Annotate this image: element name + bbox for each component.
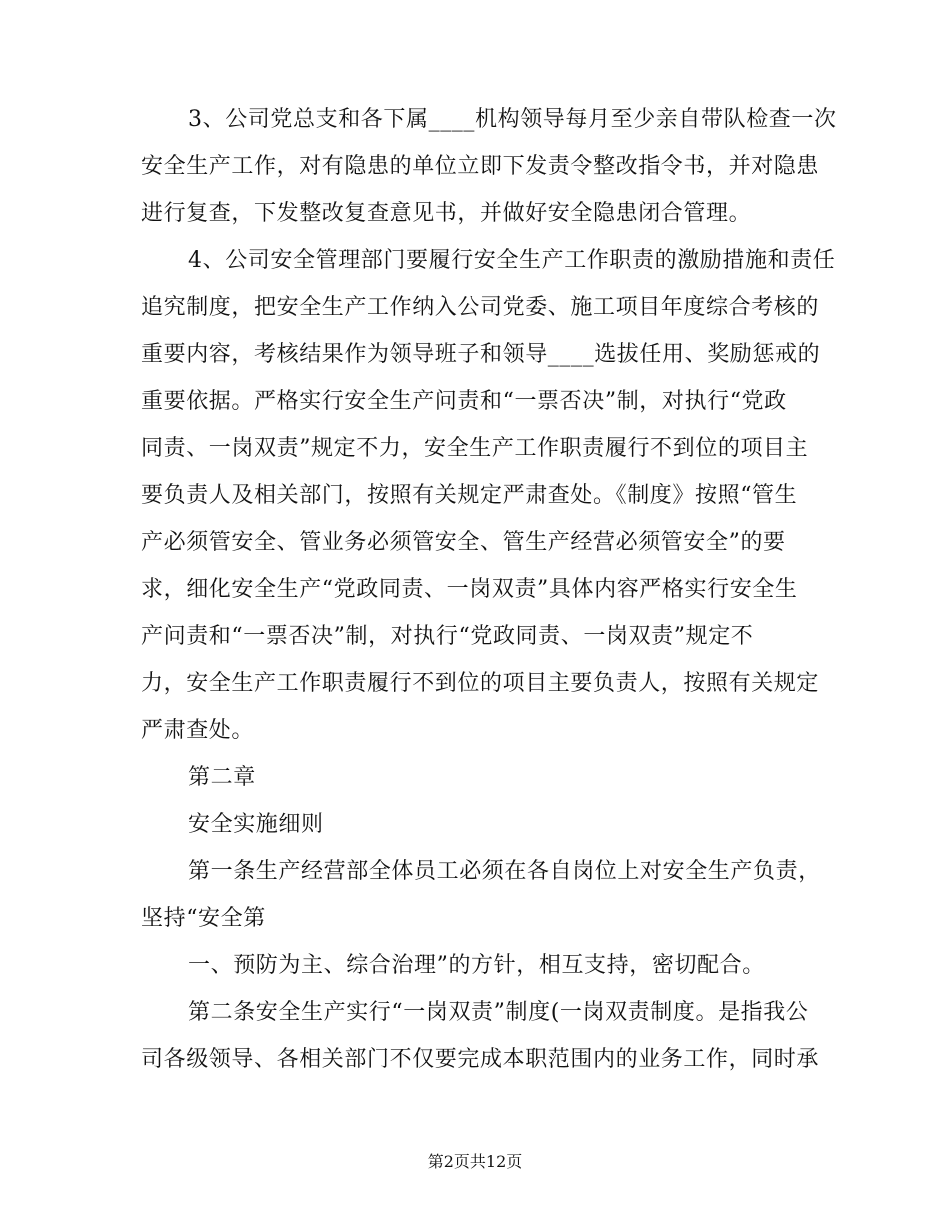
text-line: 要负责人及相关部门，按照有关规定严肃查处。《制度》按照“管生 — [141, 483, 798, 508]
text-line: 第一条生产经营部全体员工必须在各自岗位上对安全生产负责， — [188, 859, 821, 884]
text-line: 4、公司安全管理部门要履行安全生产工作职责的激励措施和责任 — [188, 248, 836, 273]
text-line: 进行复查，下发整改复查意见书，并做好安全隐患闭合管理。 — [141, 201, 752, 226]
text-line: 3、公司党总支和各下属____机构领导每月至少亲自带队检查一次 — [188, 107, 837, 132]
text-line: 严肃查处。 — [141, 718, 255, 743]
section-heading: 安全实施细则 — [188, 812, 324, 837]
text-line: 一、预防为主、综合治理”的方针，相互支持，密切配合。 — [188, 953, 765, 978]
text-line: 力，安全生产工作职责履行不到位的项目主要负责人，按照有关规定 — [141, 671, 820, 696]
text-line: 坚持“安全第 — [141, 906, 266, 931]
text-line: 安全生产工作，对有隐患的单位立即下发责令整改指令书，并对隐患 — [141, 154, 820, 179]
text-line: 司各级领导、各相关部门不仅要完成本职范围内的业务工作，同时承 — [141, 1047, 820, 1072]
text-line: 产必须管安全、管业务必须管安全、管生产经营必须管安全”的要 — [141, 530, 786, 555]
text-line: 重要依据。严格实行安全生产问责和“一票否决”制，对执行“党政 — [141, 389, 787, 414]
page-footer: 第2页共12页 — [427, 1152, 523, 1171]
text-line: 同责、一岗双责”规定不力，安全生产工作职责履行不到位的项目主 — [141, 436, 809, 461]
text-line: 第二条安全生产实行“一岗双责”制度(一岗双责制度。是指我公 — [188, 1000, 809, 1025]
text-line: 求，细化安全生产“党政同责、一岗双责”具体内容严格实行安全生 — [141, 577, 798, 602]
text-line: 追究制度，把安全生产工作纳入公司党委、施工项目年度综合考核的 — [141, 295, 820, 320]
chapter-heading: 第二章 — [188, 765, 256, 790]
text-line: 产问责和“一票否决”制，对执行“党政同责、一岗双责”规定不 — [141, 624, 754, 649]
text-line: 重要内容，考核结果作为领导班子和领导____选拔任用、奖励惩戒的 — [141, 342, 821, 367]
